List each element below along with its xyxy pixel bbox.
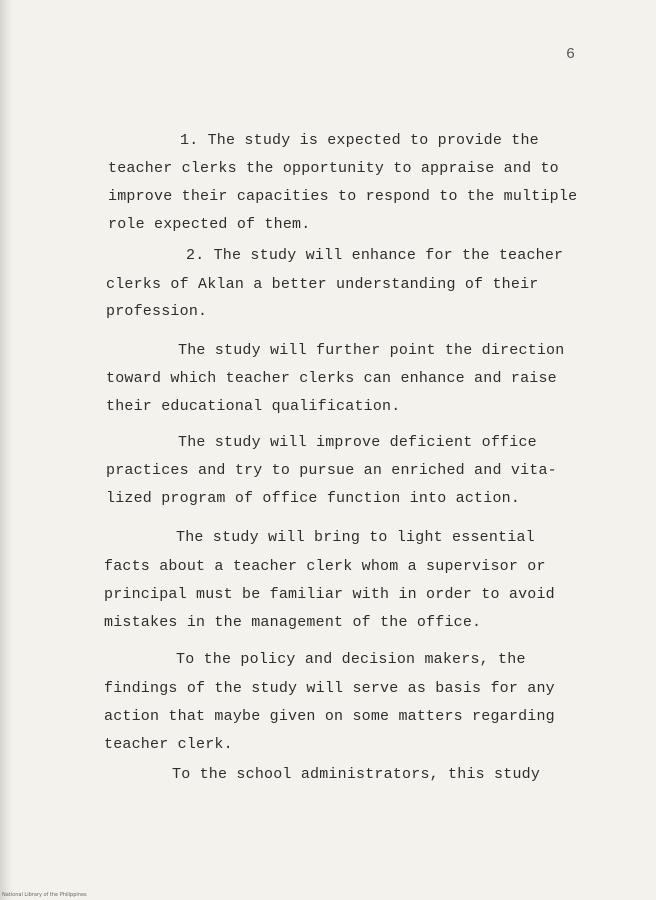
paragraph-line: role expected of them.	[108, 216, 311, 233]
paragraph-line: principal must be familiar with in order to avoid	[104, 586, 555, 603]
paragraph-line: The study will bring to light essential	[176, 529, 535, 546]
paragraph-line: mistakes in the management of the office.	[104, 614, 482, 631]
paragraph-line: The study will further point the direction	[178, 342, 565, 359]
paragraph-line: 1. The study is expected to provide the	[180, 132, 539, 149]
archive-footer: National Library of the Philippines	[2, 892, 87, 898]
paragraph-line: To the policy and decision makers, the	[176, 651, 526, 668]
page-number: 6	[566, 46, 576, 63]
paragraph-line: 2. The study will enhance for the teacher	[186, 247, 564, 264]
paragraph-line: The study will improve deficient office	[178, 434, 537, 451]
paragraph-line: action that maybe given on some matters regarding	[104, 708, 555, 725]
paragraph-line: lized program of office function into action.	[106, 490, 521, 507]
paragraph-line: facts about a teacher clerk whom a supervisor or	[104, 558, 546, 575]
paragraph-line: profession.	[106, 303, 208, 320]
paragraph-line: improve their capacities to respond to the multiple	[108, 188, 578, 205]
paragraph-line: teacher clerks the opportunity to appraise and to	[108, 160, 559, 177]
page-edge	[0, 0, 14, 900]
paragraph-line: findings of the study will serve as basis for any	[104, 680, 555, 697]
paragraph-line: clerks of Aklan a better understanding of their	[106, 276, 539, 293]
paragraph-line: teacher clerk.	[104, 736, 233, 753]
paragraph-line: their educational qualification.	[106, 398, 401, 415]
paragraph-line: To the school administrators, this study	[172, 766, 541, 783]
paragraph-line: practices and try to pursue an enriched and vita-	[106, 462, 557, 479]
paragraph-line: toward which teacher clerks can enhance and raise	[106, 370, 557, 387]
